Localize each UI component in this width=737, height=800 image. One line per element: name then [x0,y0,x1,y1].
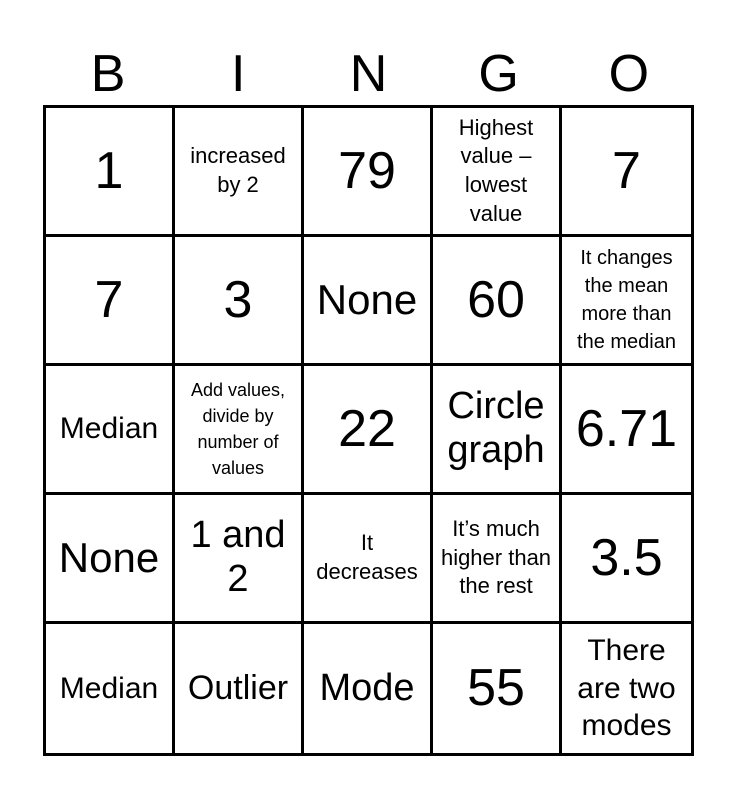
cell-text: It decreases [316,530,418,584]
bingo-cell-r1-c2[interactable] [175,108,304,237]
bingo-cell-r2-c5[interactable] [562,237,691,366]
cell-text: 3.5 [590,528,663,587]
cell-text: 22 [338,399,396,458]
bingo-board [43,105,694,756]
bingo-cell-r5-c2[interactable] [175,624,304,753]
bingo-cell-r4-c5[interactable] [562,495,691,624]
header-letter-n: N [349,45,388,103]
header-letter-b: B [90,45,126,103]
cell-text: It’s much higher than the rest [440,516,552,599]
bingo-cell-r2-c4[interactable] [433,237,562,366]
cell-text: There are two modes [577,634,676,743]
bingo-header [43,44,694,104]
cell-text: 6.71 [575,399,678,458]
cell-text: increased by 2 [190,143,286,197]
bingo-cell-r1-c1[interactable] [46,108,175,237]
bingo-cell-r5-c5[interactable] [562,624,691,753]
bingo-cell-r1-c3[interactable] [304,108,433,237]
header-letter-i: I [231,45,246,103]
cell-text: 7 [94,270,124,329]
cell-text: Median [59,412,159,446]
header-letter-g: G [478,45,519,103]
cell-text: Highest value – lowest value [458,114,534,226]
cell-text: 3 [223,270,253,329]
cell-text: 7 [612,141,641,200]
bingo-cell-r4-c1[interactable] [46,495,175,624]
bingo-cell-r1-c5[interactable] [562,108,691,237]
bingo-cell-r2-c1[interactable] [46,237,175,366]
cell-text: 1 [94,141,124,200]
bingo-cell-r3-c1[interactable] [46,366,175,495]
bingo-cell-r4-c2[interactable] [175,495,304,624]
bingo-cell-r4-c4[interactable] [433,495,562,624]
cell-text: 79 [338,141,396,200]
bingo-cell-r4-c3[interactable] [304,495,433,624]
cell-text: Mode [319,666,415,709]
cell-text: None [316,275,418,323]
cell-text: None [58,533,160,581]
cell-text: 1 and 2 [190,514,286,600]
bingo-cell-r5-c1[interactable] [46,624,175,753]
bingo-cell-r2-c2[interactable] [175,237,304,366]
cell-text: Circle graph [447,385,545,471]
bingo-cell-r3-c4[interactable] [433,366,562,495]
bingo-cell-r2-c3[interactable] [304,237,433,366]
cell-text: It changes the mean more than the median [577,247,676,353]
cell-text: Add values, divide by number of values [190,379,286,479]
bingo-cell-r5-c4[interactable] [433,624,562,753]
cell-text: 60 [467,270,525,329]
cell-text: Median [59,671,159,705]
cell-text: Outlier [187,668,289,707]
bingo-cell-r3-c2[interactable] [175,366,304,495]
header-letter-o: O [608,45,650,103]
bingo-cell-r3-c3[interactable] [304,366,433,495]
bingo-cell-r1-c4[interactable] [433,108,562,237]
bingo-cell-r5-c3[interactable] [304,624,433,753]
bingo-cell-r3-c5[interactable] [562,366,691,495]
cell-text: 55 [467,659,525,718]
